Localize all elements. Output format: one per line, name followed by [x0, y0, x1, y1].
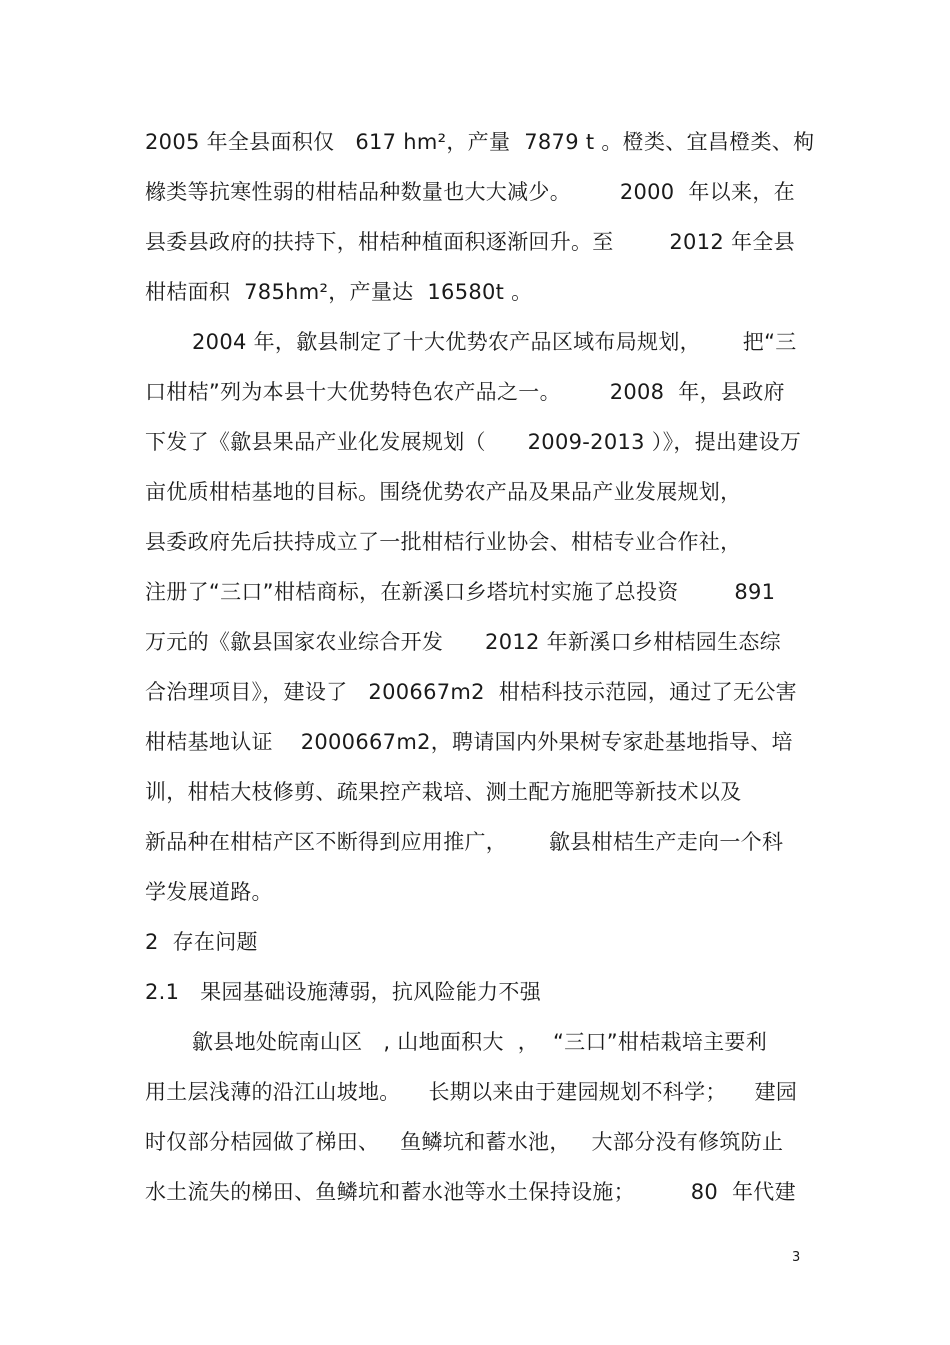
text-line: 柑桔面积 785hm²，产量达 16580t 。	[145, 280, 533, 304]
paragraph-first-line: 2004 年，歙县制定了十大优势农产品区域布局规划， 把“三	[192, 330, 797, 354]
page-number: 3	[792, 1250, 801, 1265]
text-line: 水土流失的梯田、鱼鳞坑和蓄水池等水土保持设施； 80 年代建	[145, 1180, 796, 1204]
text-line: 注册了“三口”柑桔商标，在新溪口乡塔坑村实施了总投资 891	[145, 580, 776, 604]
text-line: 亩优质柑桔基地的目标。围绕优势农产品及果品产业发展规划，	[145, 480, 742, 504]
text-line: 时仅部分桔园做了梯田、 鱼鳞坑和蓄水池， 大部分没有修筑防止	[145, 1130, 784, 1154]
subsection-heading: 2.1 果园基础设施薄弱，抗风险能力不强	[145, 980, 542, 1004]
text-line: 学发展道路。	[145, 880, 273, 904]
paragraph-first-line: 歙县地处皖南山区 , 山地面积大 ， “三口”柑桔栽培主要利	[192, 1030, 768, 1054]
text-line: 下发了《歙县果品产业化发展规划（ 2009-2013 ）》，提出建设万	[145, 430, 802, 454]
text-line: 县委县政府的扶持下，柑桔种植面积逐渐回升。至 2012 年全县	[145, 230, 795, 254]
text-line: 橼类等抗寒性弱的柑桔品种数量也大大减少。 2000 年以来，在	[145, 180, 795, 204]
text-line: 合治理项目》，建设了 200667m2 柑桔科技示范园，通过了无公害	[145, 680, 797, 704]
text-line: 口柑桔”列为本县十大优势特色农产品之一。 2008 年，县政府	[145, 380, 785, 404]
text-line: 2005 年全县面积仅 617 hm²，产量 7879 t 。橙类、宜昌橙类、枸	[145, 130, 815, 154]
text-line: 万元的《歙县国家农业综合开发 2012 年新溪口乡柑桔园生态综	[145, 630, 781, 654]
text-line: 新品种在柑桔产区不断得到应用推广， 歙县柑桔生产走向一个科	[145, 830, 784, 854]
text-line: 训，柑桔大枝修剪、疏果控产栽培、测土配方施肥等新技术以及	[145, 780, 742, 804]
text-line: 县委政府先后扶持成立了一批柑桔行业协会、柑桔专业合作社，	[145, 530, 742, 554]
text-line: 柑桔基地认证 2000667m2，聘请国内外果树专家赴基地指导、培	[145, 730, 793, 754]
section-heading: 2 存在问题	[145, 930, 258, 954]
text-line: 用土层浅薄的沿江山坡地。 长期以来由于建园规划不科学； 建园	[145, 1080, 798, 1104]
